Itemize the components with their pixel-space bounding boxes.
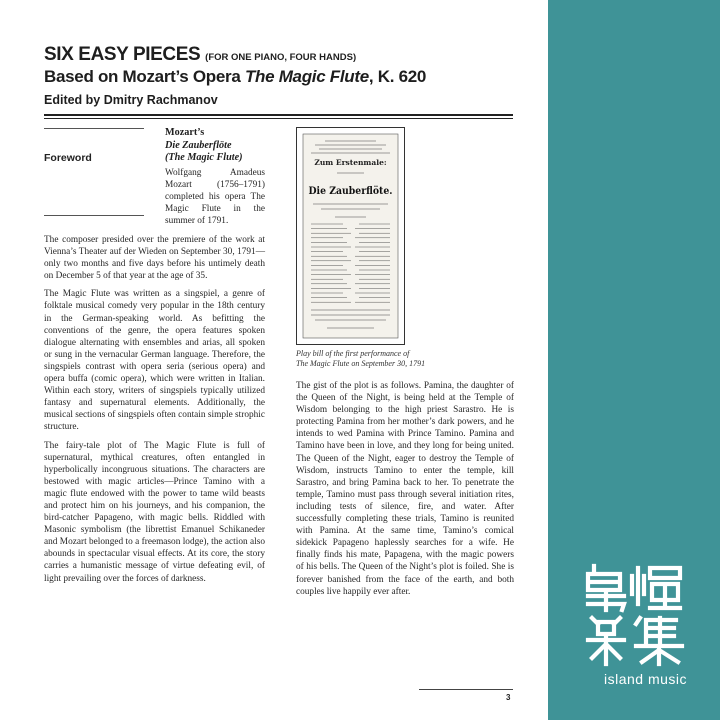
- header-rule: [44, 114, 513, 116]
- intro-paragraph: Wolfgang Amadeus Mozart (1756–1791) completed his opera The Magic Flute in the summer of 1791.: [165, 168, 265, 227]
- side-heading-line1: Mozart’s: [165, 127, 205, 138]
- column-left: [44, 234, 265, 591]
- brand-name: island music: [604, 671, 688, 687]
- caption-line1: Play bill of the first performance of: [296, 349, 410, 358]
- subtitle-work: The Magic Flute: [244, 67, 369, 86]
- image-caption: [296, 349, 476, 369]
- paragraph-fairy-tale: The fairy-tale plot of The Magic Flute is full of supernatural, mythical creatures, often entangled in hyperbolically incongruous situations. The characters are bestowed with magic articles—Prince Tamino with a magic flute endowed with the power to tame wild beasts and protect him on his journeys, and his companion, the bird-catcher Papageno, with magic bells. Riddled with Masonic symbolism (the librettist Emanuel Schikaneder and Mozart belonged to a freemason lodge), the action also abounds in spectacular visual effects. At its core, the story carries a humanistic message of virtue defeating evil, of light prevailing over the forces of darkness.: [44, 440, 265, 584]
- editor-credit: Edited by Dmitry Rachmanov: [44, 93, 218, 107]
- subtitle-suffix: , K. 620: [368, 67, 427, 86]
- page-subtitle: [44, 67, 426, 87]
- paragraph-premiere: The composer presided over the premiere of the work at Vienna’s Theater auf der Wieden on September 30, 1791—only two months and five days before his untimely death on December 5 of that year at the age of 35.: [44, 235, 265, 282]
- playbill-title-text: Die Zauberflöte.: [308, 186, 393, 197]
- page-title: [44, 44, 356, 66]
- paragraph-plot: The gist of the plot is as follows. Pamina, the daughter of the Queen of the Night, is being held at the Temple of Wisdom belonging to the high priest Sarastro. He is protecting Pamina from her mother’s dark powers, and he intends to wed Pamina with Prince Tamino. Pamina and Tamino have been in love, and they long for being united. The Queen of the Night, eager to destroy the Temple of Wisdom, instructs Tamino to enter the temple, kill Sarastro, and bring Pamina back to her. To penetrate the temple, Tamino must pass through several initiation rites, including tests of silence, fire, and water. After successfully completing these trials, Tamino is reunited with Pamina. At the same time, Tamino’s comical sidekick Papageno haplessly searches for a wife. He finally finds his mate, Papagena, with the magic powers of his bells. The Queen of the Night’s plot is foiled. She is forever banished from the face of the earth, and both couples live happily ever after.: [296, 381, 514, 597]
- side-heading-line2: Die Zauberflöte: [165, 139, 232, 151]
- header-rule-thin: [44, 118, 513, 119]
- intro-paragraph-wrap: [165, 167, 265, 227]
- section-rule-bottom: [44, 215, 144, 216]
- section-rule-top: [44, 128, 144, 129]
- playbill-top-text: Zum Erstenmale:: [314, 158, 387, 167]
- title-main: SIX EASY PIECES: [44, 44, 201, 65]
- page-number: 3: [506, 693, 511, 702]
- caption-line2: The Magic Flute on September 30, 1791: [296, 359, 426, 368]
- side-heading-line3: (The Magic Flute): [165, 152, 243, 163]
- paragraph-singspiel: The Magic Flute was written as a singspiel, a genre of folktale musical comedy very popular in the 18th century in the German-speaking world. As befitting the conventions of the genre, the opera features spoken dialogue alternating with ensembles and arias, all spoken or sung in the vernacular German language. Therefore, the singspiels contrast with opera seria (serious opera) and opera buffa (comic opera), which were written in Italian. Within each story, writers of singspiels typically utilized fantasy and supernatural elements. Additionally, the musical sections of singspiels often contain simple strophic structure.: [44, 289, 265, 433]
- title-note: (FOR ONE PIANO, FOUR HANDS): [205, 52, 357, 63]
- footer-rule: [419, 689, 513, 690]
- column-right: [296, 380, 514, 598]
- playbill-image: [296, 127, 405, 345]
- island-music-logo-icon: [580, 560, 688, 668]
- playbill-illustration: [297, 128, 404, 344]
- section-label: Foreword: [44, 152, 92, 164]
- side-heading: [165, 127, 275, 165]
- subtitle-prefix: Based on Mozart’s Opera: [44, 67, 245, 86]
